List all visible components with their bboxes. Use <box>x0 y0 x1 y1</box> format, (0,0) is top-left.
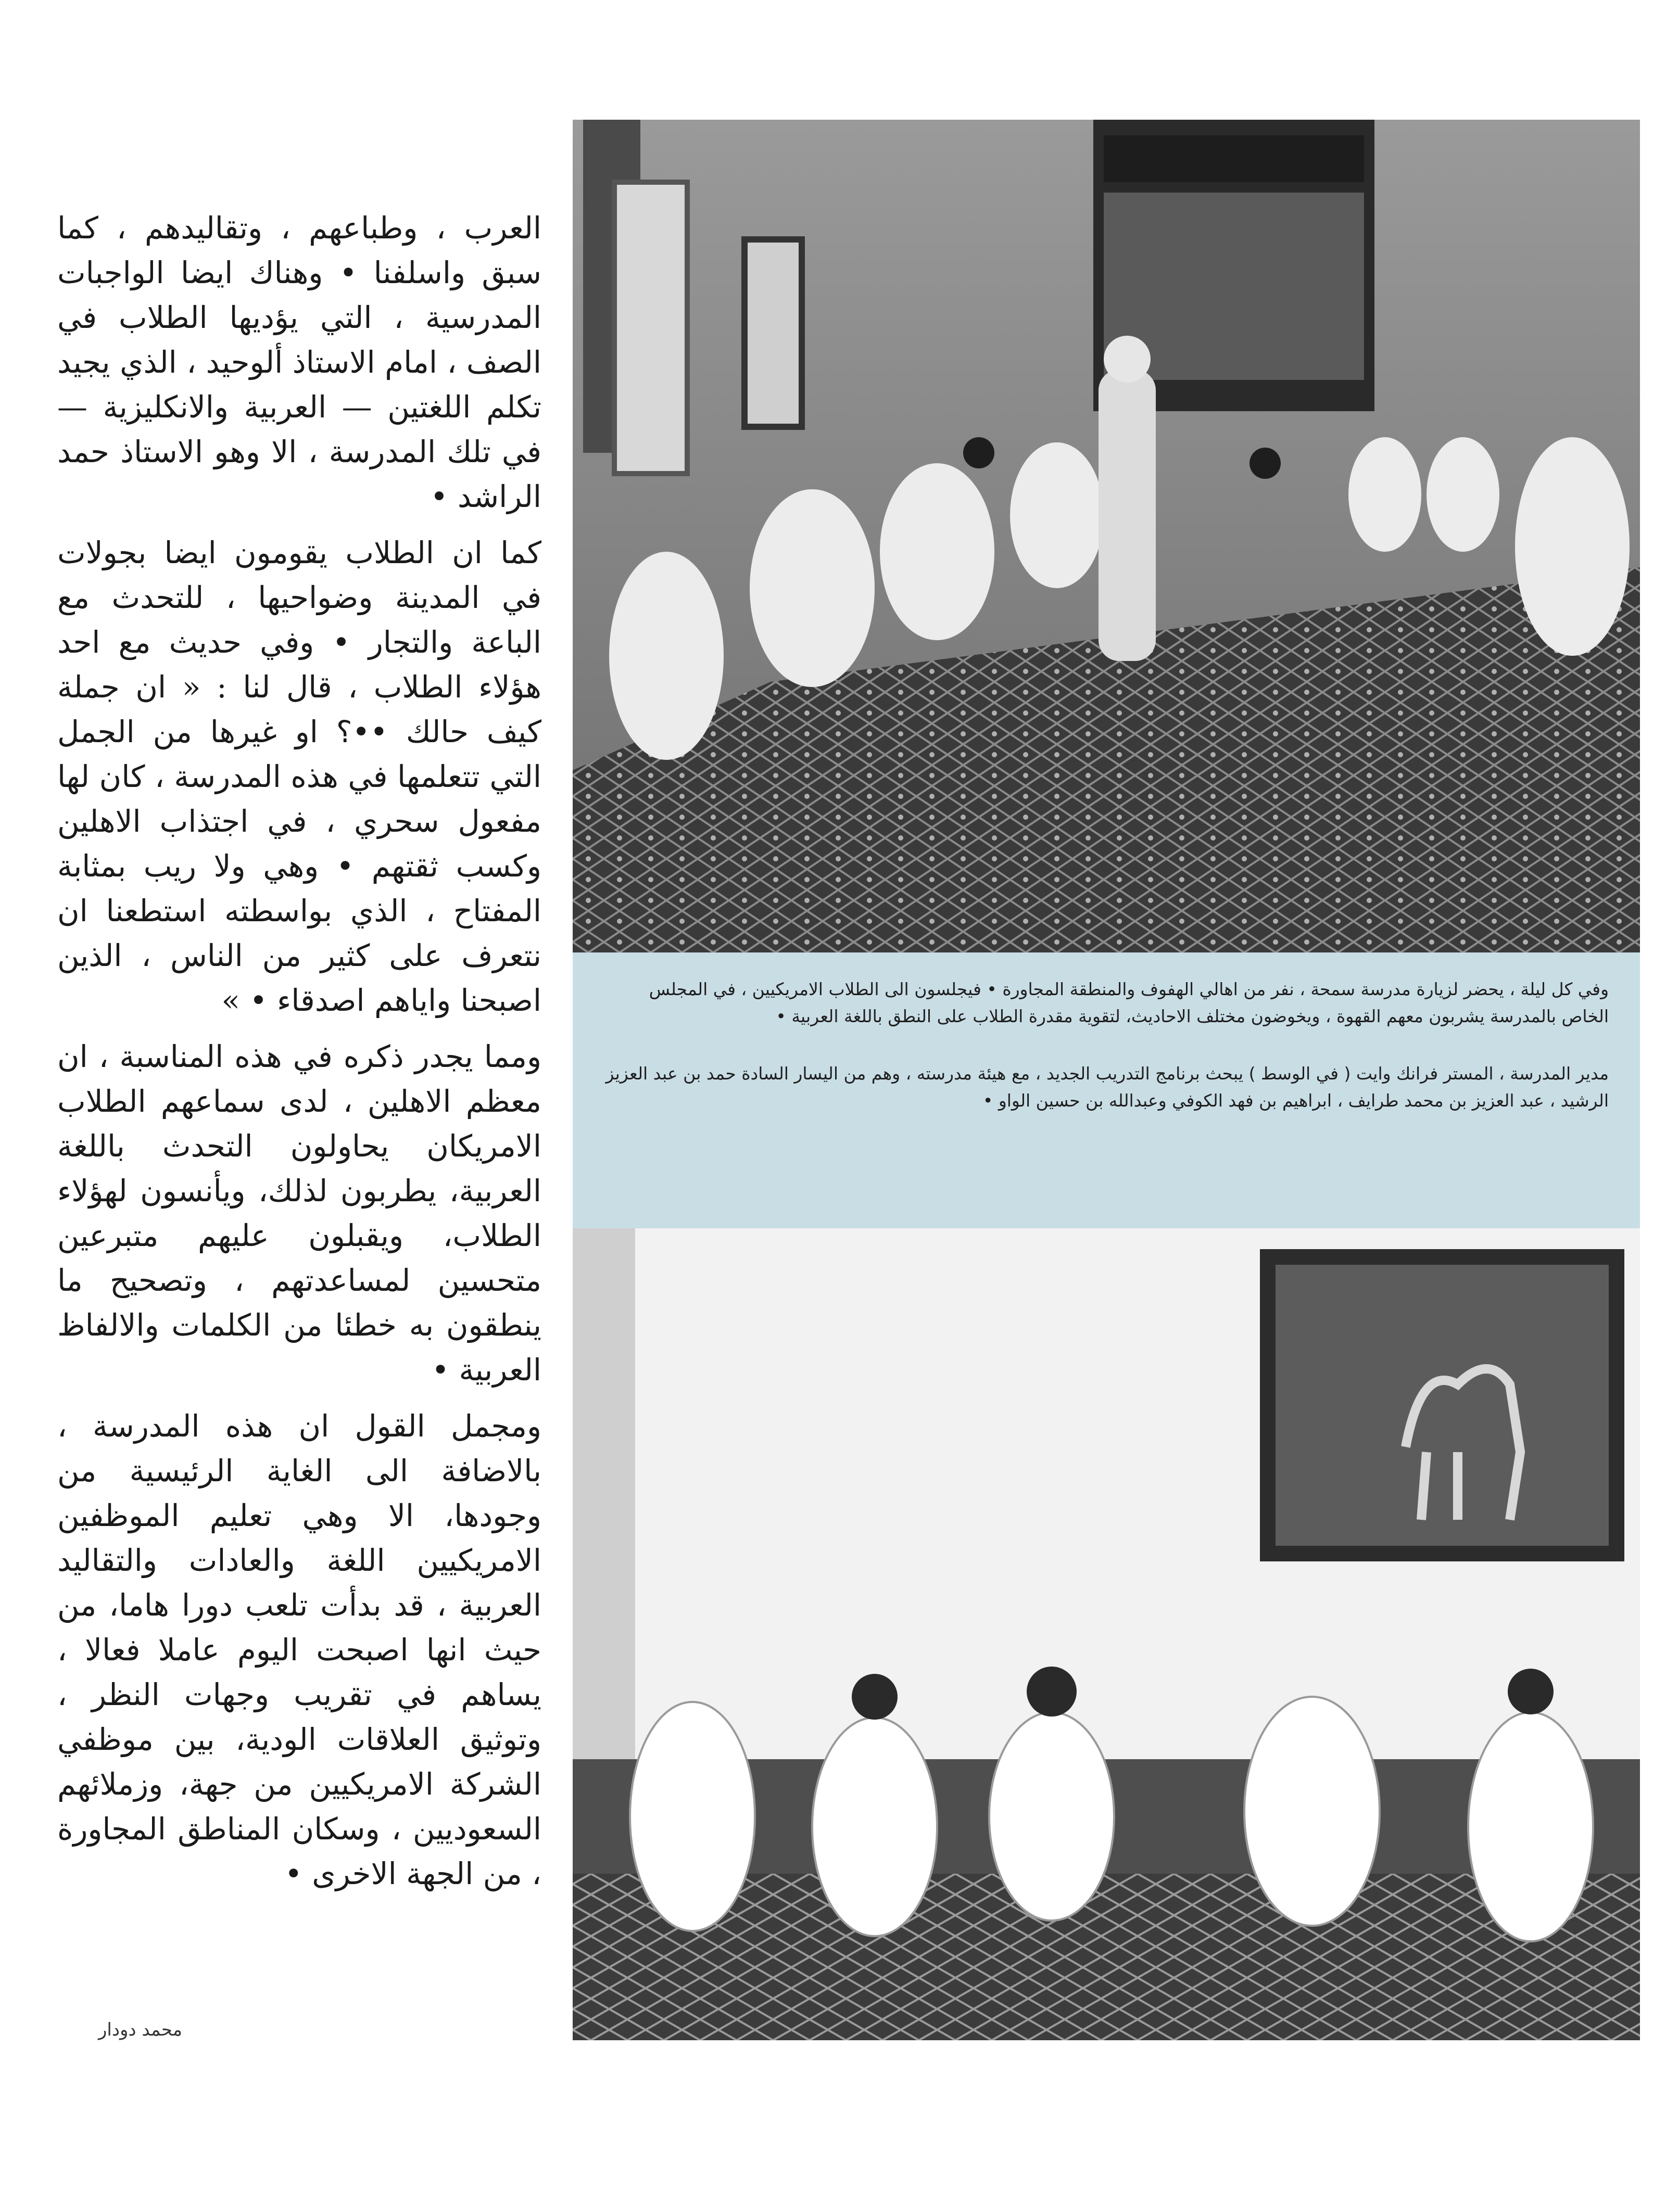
author-byline: محمد دودار <box>98 2019 182 2040</box>
article-text-column <box>57 206 541 1908</box>
photo-school-staff-meeting <box>573 1228 1640 2040</box>
article-paragraph-2: كما ان الطلاب يقومون ايضا بجولات في المدينة وضواحيها ، للتحدث مع الباعة والتجار • وفي حديث مع احد هؤلاء الطلاب ، قال لنا : « ان جملة كيف حالك ••؟ او غيرها من الجمل التي تتعلمها في هذه المدرسة ، كان لها مفعول سحري ، في اجتذاب الاهلين وكسب ثقتهم • وهي ولا ريب بمثابة المفتاح ، الذي بواسطته استطعنا ان نتعرف على كثير من الناس ، الذين اصبحنا واياهم اصدقاء • » <box>57 535 541 1018</box>
photo-caption-box <box>573 952 1640 1228</box>
article-paragraph-1: العرب ، وطباعهم ، وتقاليدهم ، كما سبق واسلفنا • وهناك ايضا الواجبات المدرسية ، التي يؤديها الطلاب في الصف ، امام الاستاذ ألوحيد ، الذي يجيد تكلم اللغتين — العربية والانكليزية — في تلك المدرسة ، الا وهو الاستاذ حمد الراشد • <box>57 210 541 514</box>
article-paragraph-4: ومجمل القول ان هذه المدرسة ، بالاضافة الى الغاية الرئيسية من وجودها، الا وهي تعليم الموظفين الامريكيين اللغة والعادات والتقاليد العربية ، قد بدأت تلعب دورا هاما، من حيث انها اصبحت اليوم عاملا فعالا ، يساهم في تقريب وجهات النظر ، وتوثيق العلاقات الودية، بين موظفي الشركة الامريكيين من جهة، وزملائهم السعوديين ، وسكان المناطق المجاورة ، من الجهة الاخرى • <box>57 1408 541 1891</box>
photo-majlis-illustration <box>573 120 1640 952</box>
caption-bottom-photo: مدير المدرسة ، المستر فرانك وايت ( في الوسط ) يبحث برنامج التدريب الجديد ، مع هيئة مدرسته ، وهم من اليسار السادة حمد بن عبد العزيز الرشيد ، عبد العزيز بن محمد طرايف ، ابراهيم بن فهد الكوفي وعبدالله بن حسين الواو • <box>605 1063 1609 1111</box>
caption-top-photo: وفي كل ليلة ، يحضر لزيارة مدرسة سمحة ، نفر من اهالي الهفوف والمنطقة المجاورة • فيجلسون الى الطلاب الامريكيين ، في المجلس الخاص بالمدرسة يشربون معهم القهوة ، ويخوضون مختلف الاحاديث، لتقوية مقدرة الطلاب على النطق باللغة العربية • <box>649 979 1609 1026</box>
photo-majlis-gathering <box>573 120 1640 952</box>
article-paragraph-3: ومما يجدر ذكره في هذه المناسبة ، ان معظم الاهلين ، لدى سماعهم الطلاب الامريكان يحاولون التحدث باللغة العربية، يطربون لذلك، ويأنسون لهؤلاء الطلاب، ويقبلون عليهم متبرعين متحسين لمساعدتهم ، وتصحيح ما ينطقون به خطئا من الكلمات والالفاظ العربية • <box>57 1039 541 1388</box>
photo-staff-illustration <box>573 1228 1640 2040</box>
